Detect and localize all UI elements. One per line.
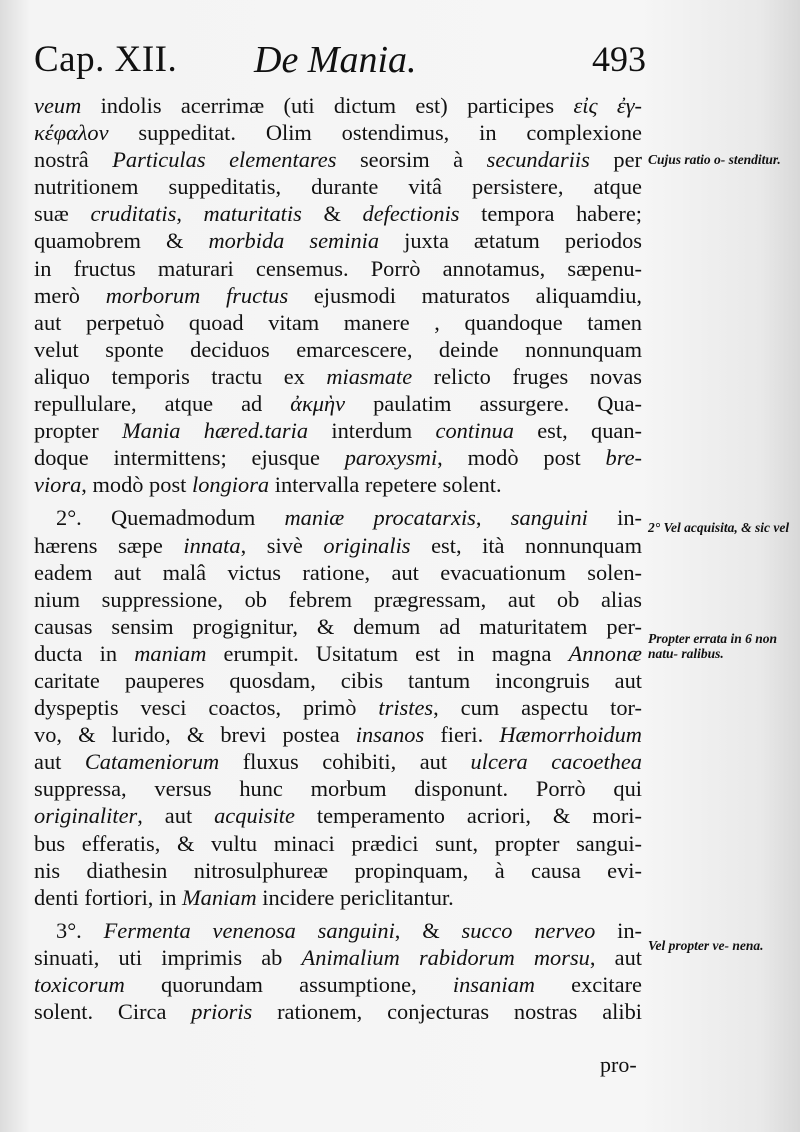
text-run: nutritionem suppeditatis, durante vitâ persistere, atque: [34, 174, 642, 200]
italic-text: Annonæ: [568, 640, 642, 666]
text-run: bus efferatis, & vultu minaci prædici sunt, propter sangui-: [34, 830, 642, 856]
text-run: est, quan-: [513, 418, 642, 444]
text-run: suæ: [34, 201, 91, 227]
text-run: velut sponte deciduos emarcescere, deinde nonnunquam: [34, 336, 642, 362]
text-line: [34, 944, 642, 971]
text-run: , modò post: [437, 445, 606, 471]
text-line: [34, 917, 642, 944]
text-line: [34, 390, 642, 417]
text-run: nostrâ: [34, 147, 113, 173]
text-run: juxta ætatum periodos: [379, 228, 643, 254]
text-line: [34, 282, 642, 309]
italic-text: longiora: [191, 472, 270, 498]
text-line: [34, 336, 642, 363]
text-run: 3°.: [56, 917, 104, 943]
running-title: De Mania.: [254, 39, 417, 81]
text-run: rationem, conjecturas nostras alibi: [252, 999, 642, 1025]
text-line: [34, 748, 642, 775]
italic-text: veum: [34, 93, 82, 118]
margin-note: Cujus ratio o- stenditur.: [648, 152, 781, 167]
italic-text: secundariis: [486, 147, 590, 173]
text-run: suppeditat. Olim ostendimus, in complexione: [108, 120, 642, 146]
text-run: &: [301, 201, 363, 227]
text-line: [34, 417, 642, 444]
running-header: [34, 38, 646, 94]
text-run: ducta in: [34, 640, 135, 666]
text-run: per: [589, 147, 642, 173]
text-run: merò: [34, 282, 106, 308]
italic-text: ἀκμὴν: [290, 391, 346, 417]
italic-text: Fermenta venenosa sanguini: [103, 917, 395, 943]
text-run: propter: [34, 418, 122, 444]
italic-text: morborum fructus: [105, 282, 289, 308]
text-line: [34, 640, 642, 667]
text-run: sinuati, uti imprimis ab: [34, 944, 302, 970]
text-run: dyspeptis vesci coactos, primò: [34, 695, 379, 721]
italic-text: succo nerveo: [461, 917, 596, 943]
text-run: solent. Circa: [34, 999, 192, 1025]
text-run: , &: [394, 917, 462, 943]
text-line: [34, 857, 642, 884]
text-run: excitare: [534, 972, 642, 997]
text-run: ,: [475, 505, 511, 531]
italic-text: insanos: [355, 722, 425, 748]
text-line: [34, 119, 642, 146]
text-line: [34, 884, 642, 911]
italic-text: cruditatis: [90, 201, 177, 227]
text-run: fluxus cohibiti, aut: [219, 749, 471, 775]
italic-text: maniam: [134, 640, 207, 666]
text-run: temperamento acriori, & mori-: [294, 803, 642, 829]
text-run: doque intermittens; ejusque: [34, 445, 345, 471]
italic-text: sanguini: [510, 505, 588, 531]
text-line: [34, 613, 642, 640]
text-run: , sivè: [240, 532, 324, 558]
text-run: causas sensim progignitur, & demum ad maturitatem per-: [34, 613, 642, 639]
text-run: eadem aut malâ victus ratione, aut evacuationum solen-: [34, 559, 642, 585]
italic-text: paroxysmi: [344, 445, 438, 471]
text-line: [34, 227, 642, 254]
margin-note: 2° Vel acquisita, & sic vel: [648, 520, 790, 535]
text-run: vo, & lurido, & brevi postea: [34, 722, 356, 748]
italic-text: ulcera cacoethea: [470, 749, 642, 775]
text-line: [34, 146, 642, 173]
text-run: erumpit. Usitatum est in magna: [206, 640, 569, 666]
italic-text: εἰς ἐγ-: [573, 93, 642, 118]
text-line: [34, 444, 642, 471]
text-line: [34, 998, 642, 1025]
text-run: in-: [587, 505, 642, 531]
text-run: quorundam assumptione,: [124, 972, 453, 997]
text-line: [34, 667, 642, 694]
italic-text: Animalium rabidorum morsu: [301, 944, 590, 970]
text-run: suppressa, versus hunc morbum disponunt. Porrò qui: [34, 776, 642, 802]
text-run: aut perpetuò quoad vitam manere , quandoque tamen: [34, 309, 642, 335]
italic-text: viora: [34, 472, 82, 498]
text-line: [34, 173, 642, 200]
text-run: aut: [34, 749, 85, 775]
text-run: in fructus maturari censemus. Porrò annotamus, sæpenu-: [34, 255, 642, 281]
text-run: paulatim assurgere. Qua-: [345, 391, 642, 417]
italic-text: miasmate: [326, 363, 413, 389]
text-run: caritate pauperes quosdam, cibis tantum incongruis aut: [34, 667, 642, 693]
italic-text: continua: [435, 418, 514, 444]
catchword: pro-: [600, 1052, 637, 1077]
italic-text: Mania hæred.taria: [121, 418, 309, 444]
italic-text: innata: [183, 532, 241, 558]
text-line: [34, 255, 642, 282]
text-run: intervalla repetere solent.: [269, 472, 502, 498]
text-line: [34, 559, 642, 586]
margin-note: Propter errata in 6 non natu- ralibus.: [648, 631, 778, 661]
text-run: 2°. Quemadmodum: [56, 505, 285, 531]
text-run: repullulare, atque ad: [34, 391, 291, 417]
text-line: [34, 721, 642, 748]
chapter-label: Cap. XII.: [34, 39, 178, 80]
text-line: [34, 586, 642, 613]
italic-text: κέφαλον: [34, 120, 109, 146]
text-run: aliquo temporis tractu ex: [34, 363, 327, 389]
page-number: 493: [592, 39, 646, 79]
text-run: nis diathesin nitrosulphureæ propinquam, à causa evi-: [34, 857, 642, 883]
italic-text: insaniam: [452, 972, 535, 997]
italic-text: defectionis: [362, 201, 460, 227]
italic-text: Particulas elementares: [112, 147, 337, 173]
text-run: nium suppressione, ob febrem prægressam, aut ob alias: [34, 586, 642, 612]
text-line: [34, 92, 642, 119]
text-run: , modò post: [81, 472, 192, 498]
text-line: [34, 775, 642, 802]
italic-text: maturitatis: [203, 201, 302, 227]
italic-text: prioris: [191, 999, 253, 1025]
italic-text: bre-: [605, 445, 642, 471]
italic-text: morbida seminia: [208, 228, 380, 254]
italic-text: toxicorum: [34, 972, 125, 997]
text-run: tempora habere;: [459, 201, 642, 227]
text-run: , cum aspectu tor-: [433, 695, 642, 721]
italic-text: Maniam: [182, 884, 257, 910]
text-run: ,: [176, 201, 204, 227]
italic-text: maniæ procatarxis: [284, 505, 476, 531]
italic-text: acquisite: [214, 803, 295, 829]
text-line: [34, 532, 642, 559]
text-run: seorsim à: [336, 147, 487, 173]
text-run: quamobrem &: [34, 228, 209, 254]
text-run: indolis acerrimæ (uti dictum est) participes: [81, 93, 574, 118]
text-line: [34, 694, 642, 721]
text-run: relicto fruges novas: [412, 363, 642, 389]
text-run: interdum: [308, 418, 436, 444]
text-run: hærens sæpe: [34, 532, 184, 558]
text-run: ejusmodi maturatos aliquamdiu,: [288, 282, 642, 308]
text-line: [34, 200, 642, 227]
italic-text: originalis: [323, 532, 411, 558]
italic-text: Hæmorrhoidum: [499, 722, 642, 748]
text-run: denti fortiori, in: [34, 884, 182, 910]
text-line: [34, 802, 642, 829]
text-run: est, ità nonnunquam: [410, 532, 642, 558]
text-line: [34, 830, 642, 857]
margin-note: Vel propter ve- nena.: [648, 938, 764, 953]
italic-text: Catameniorum: [84, 749, 220, 775]
text-run: incidere periclitantur.: [256, 884, 454, 910]
text-run: , aut: [137, 803, 215, 829]
text-line: [34, 309, 642, 336]
text-run: fieri.: [424, 722, 500, 748]
italic-text: originaliter: [34, 803, 138, 829]
text-run: , aut: [589, 944, 642, 970]
italic-text: tristes: [378, 695, 434, 721]
text-line: [34, 504, 642, 531]
text-run: in-: [595, 917, 642, 943]
text-line: [34, 471, 642, 498]
text-line: [34, 363, 642, 390]
text-line: [34, 971, 642, 998]
main-text-block: [34, 92, 642, 1025]
